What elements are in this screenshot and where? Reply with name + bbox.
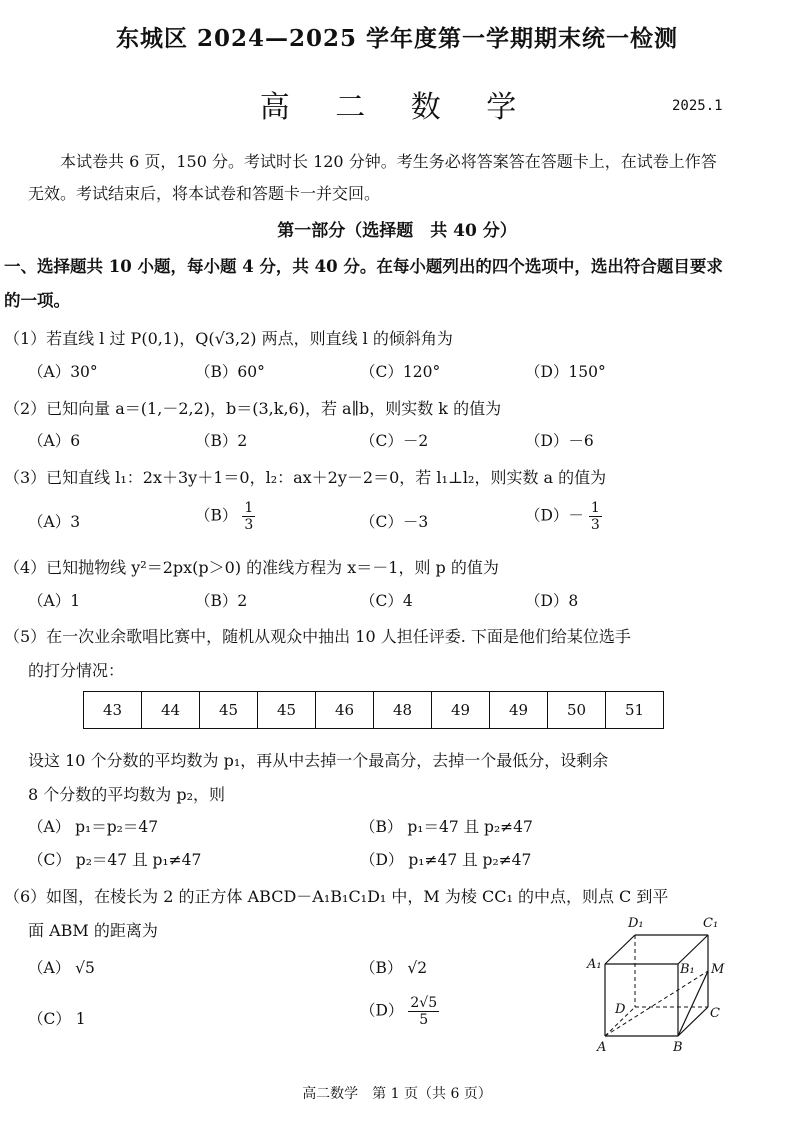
- q5-option-a: （A） p₁＝p₂＝47: [28, 818, 159, 836]
- label-D1: D₁: [628, 916, 644, 931]
- score-cell: 49: [432, 692, 490, 729]
- q3-option-c: （C）－3: [360, 513, 429, 531]
- q2-option-c: （C）－2: [360, 432, 429, 450]
- score-cell: 43: [84, 692, 142, 729]
- score-cell: 51: [606, 692, 664, 729]
- part-title: 第一部分（选择题 共 40 分）: [277, 221, 517, 241]
- q6-option-a: （A） √5: [28, 959, 95, 977]
- q6-option-d-label: （D）: [360, 1001, 404, 1020]
- section-title: 一、选择题共 10 小题，每小题 4 分，共 40 分。在每小题列出的四个选项中，选出符合题目要求的一项。: [4, 257, 723, 310]
- score-cell: 45: [258, 692, 316, 729]
- q1-option-d: （D）150°: [525, 363, 606, 381]
- question-5-stem-line2: 的打分情况：: [28, 661, 125, 680]
- q1-option-a: （A）30°: [28, 363, 98, 381]
- q3-option-d-fraction: $\frac{1}{3}$: [590, 500, 600, 533]
- score-cell: 46: [316, 692, 374, 729]
- q3-option-d: [525, 500, 602, 533]
- cube-diagram: [585, 905, 735, 1055]
- label-B: B: [673, 1040, 683, 1055]
- label-B1: B₁: [680, 962, 695, 977]
- q3-option-b-fraction: $\frac{1}{3}$: [244, 500, 254, 533]
- q6-option-c: （C） 1: [28, 1010, 86, 1028]
- q4-option-d: （D）8: [525, 592, 579, 610]
- q3-option-a: （A）3: [28, 513, 81, 531]
- label-A1: A₁: [587, 957, 602, 972]
- q6-option-b: （B） √2: [360, 959, 428, 977]
- question-3-stem: （3）已知直线 l₁：2x＋3y＋1＝0，l₂：ax＋2y－2＝0，若 l₁⊥l₂，则实数 a 的值为: [4, 468, 607, 487]
- label-M: M: [711, 962, 725, 977]
- label-A: A: [597, 1040, 607, 1055]
- score-row: [84, 692, 664, 729]
- question-6-stem-line2: 面 ABM 的距离为: [28, 921, 158, 940]
- question-1-stem: （1）若直线 l 过 P(0,1)，Q(√3,2) 两点，则直线 l 的倾斜角为: [4, 329, 453, 348]
- subject-title: 高 二 数 学: [259, 90, 535, 125]
- q6-option-d: [360, 995, 439, 1028]
- q3-option-b-label: （B）: [195, 506, 238, 525]
- score-cell: 49: [490, 692, 548, 729]
- q4-option-a: （A）1: [28, 592, 81, 610]
- score-cell: 44: [142, 692, 200, 729]
- score-cell: 45: [200, 692, 258, 729]
- label-C1: C₁: [703, 916, 719, 931]
- question-6-stem-line1: （6）如图，在棱长为 2 的正方体 ABCD－A₁B₁C₁D₁ 中，M 为棱 CC₁ 的中点，则点 C 到平: [4, 887, 669, 906]
- exam-date: 2025.1: [672, 98, 723, 114]
- q2-option-d: （D）－6: [525, 432, 594, 450]
- segment-BM: [678, 971, 708, 1036]
- q5-option-c: （C） p₂＝47 且 p₁≠47: [28, 851, 202, 869]
- question-5-stem-line1: （5）在一次业余歌唱比赛中，随机从观众中抽出 10 人担任评委. 下面是他们给某位选手: [4, 627, 631, 646]
- edge-A1D1: [605, 935, 635, 964]
- score-cell: 48: [374, 692, 432, 729]
- label-D: D: [615, 1002, 626, 1017]
- q1-option-b: （B）60°: [195, 363, 265, 381]
- q3-option-d-label: （D）－: [525, 506, 584, 525]
- q3-option-b: [195, 500, 255, 533]
- q4-option-c: （C）4: [360, 592, 413, 610]
- page-footer: 高二数学 第 1 页（共 6 页）: [302, 1086, 492, 1102]
- q5-option-b: （B） p₁＝47 且 p₂≠47: [360, 818, 533, 836]
- q2-option-a: （A）6: [28, 432, 81, 450]
- q5-option-d: （D） p₁≠47 且 p₂≠47: [360, 851, 532, 869]
- question-2-stem: （2）已知向量 a＝(1,－2,2)，b＝(3,k,6)，若 a∥b，则实数 k 的值为: [4, 399, 502, 418]
- exam-title: 东城区 2024—2025 学年度第一学期期末统一检测: [115, 25, 679, 52]
- edge-BC: [678, 1007, 708, 1036]
- score-table: [83, 691, 664, 729]
- edge-B1C1: [678, 935, 708, 964]
- label-C: C: [710, 1006, 720, 1021]
- question-5-followup-line1: 设这 10 个分数的平均数为 p₁，再从中去掉一个最高分，去掉一个最低分，设剩余: [28, 751, 609, 770]
- score-cell: 50: [548, 692, 606, 729]
- question-5-followup-line2: 8 个分数的平均数为 p₂，则: [28, 785, 226, 804]
- q1-option-c: （C）120°: [360, 363, 441, 381]
- q4-option-b: （B）2: [195, 592, 248, 610]
- q6-option-d-fraction: $\frac{2√5}{5}$: [410, 995, 438, 1028]
- exam-instructions: 本试卷共 6 页，150 分。考试时长 120 分钟。考生务必将答案答在答题卡上，在试卷上作答无效。考试结束后，将本试卷和答题卡一并交回。: [28, 152, 717, 203]
- question-4-stem: （4）已知抛物线 y²＝2px(p＞0) 的准线方程为 x＝－1，则 p 的值为: [4, 558, 499, 577]
- q2-option-b: （B）2: [195, 432, 248, 450]
